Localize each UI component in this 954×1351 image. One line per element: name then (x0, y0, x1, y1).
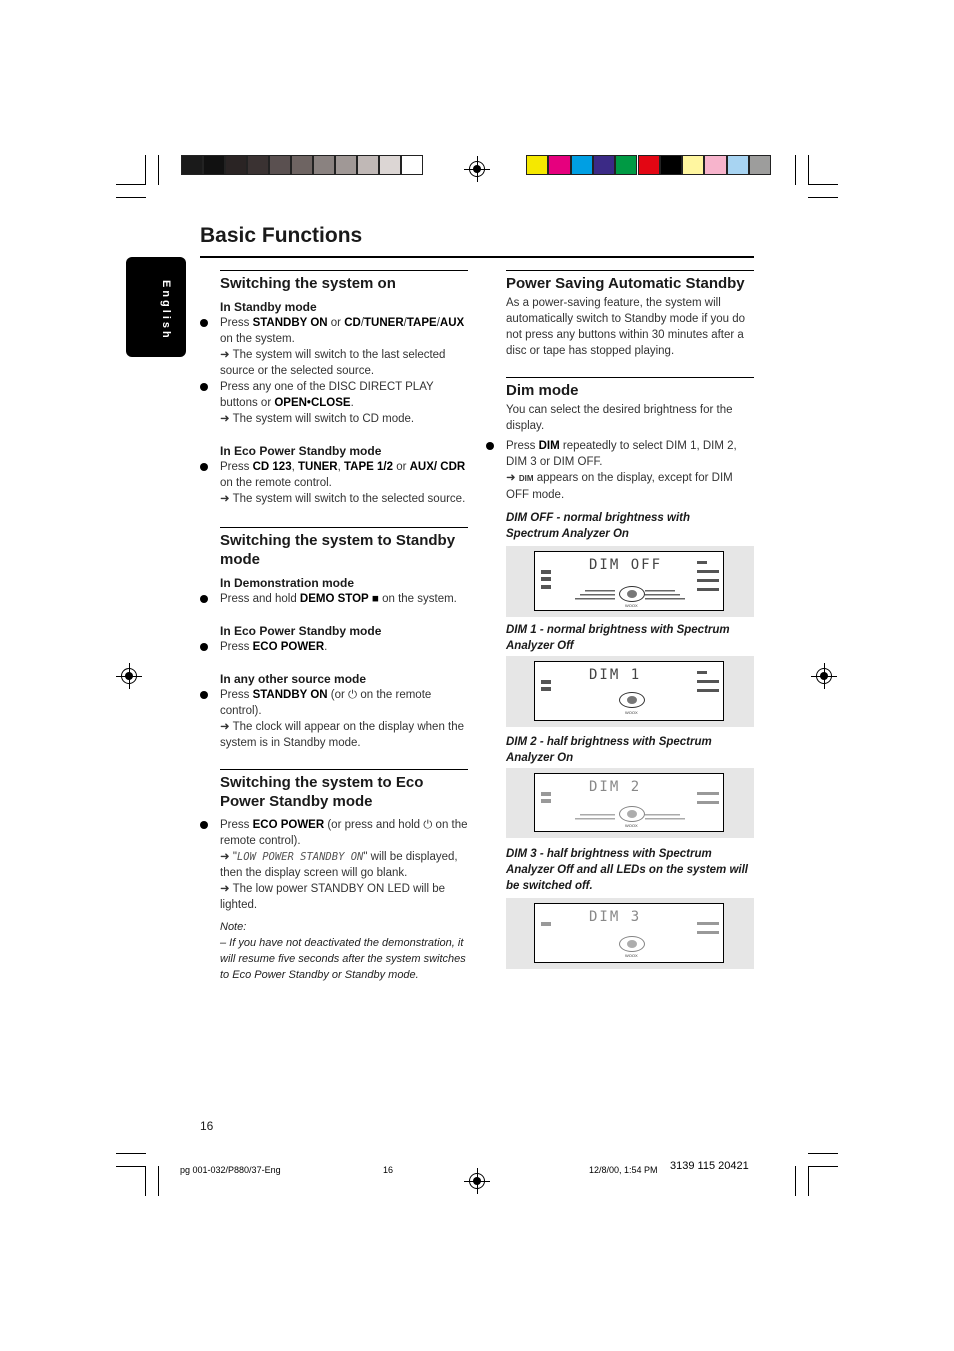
section-dim-mode (506, 377, 754, 503)
crop-mark (808, 1153, 838, 1154)
section-heading: Switching the system to Standby mode (220, 532, 456, 568)
page-title: Basic Functions (200, 224, 363, 247)
page-number: 16 (200, 1119, 214, 1133)
display-figure (506, 546, 754, 617)
power-icon: ⏻ (423, 819, 433, 831)
figure-caption: DIM 2 - half brightness with Spectrum Analyzer On (506, 736, 712, 764)
bullet-item: Press ECO POWER (or press and hold ⏻ on the remote control). (220, 819, 468, 847)
color-swatch (571, 155, 593, 175)
bullet-item: Press CD 123, TUNER, TAPE 1/2 or AUX/ CDR on the remote control. (220, 459, 468, 491)
display-figure (506, 768, 754, 838)
lcd-brand: WOOX (625, 603, 638, 608)
crop-mark (116, 197, 146, 198)
lcd-display (534, 551, 724, 611)
footer-page: 16 (383, 1165, 394, 1175)
body-text: You can select the desired brightness for the display. (506, 404, 733, 432)
lcd-text: DIM 1 (589, 667, 642, 683)
section-switching-standby (220, 527, 468, 751)
grey-swatch (203, 155, 225, 175)
lcd-brand: WOOX (625, 710, 638, 715)
footer-code: 3139 115 20421 (670, 1160, 749, 1172)
registration-mark-icon (811, 663, 837, 689)
bullet-item: Press DIM repeatedly to select DIM 1, DIM 2, DIM 3 or DIM OFF. (506, 438, 754, 470)
subheading: In Eco Power Standby mode (220, 444, 382, 458)
lcd-display (534, 661, 724, 721)
crop-mark (116, 184, 146, 185)
color-swatch (704, 155, 726, 175)
display-figure (506, 898, 754, 969)
grey-swatch (335, 155, 357, 175)
figure-caption: DIM 3 - half brightness with Spectrum Analyzer Off and all LEDs on the system will be switched off. (506, 848, 748, 892)
title-rule (200, 256, 754, 258)
bullet-item: Press ECO POWER. (220, 639, 468, 655)
woox-logo-icon (619, 586, 645, 602)
subheading: In Eco Power Standby mode (220, 624, 382, 638)
crop-mark (145, 1166, 146, 1196)
note-text: – If you have not deactivated the demonstration, it will resume five seconds after the system switches to Eco Power Standby or Standby mode. (220, 937, 466, 981)
subheading: In Demonstration mode (220, 576, 355, 590)
color-swatch (682, 155, 704, 175)
crop-mark (808, 1166, 838, 1167)
lcd-text: DIM 3 (589, 909, 642, 925)
bullet-item: Press any one of the DISC DIRECT PLAY buttons or OPEN•CLOSE. (220, 379, 468, 411)
crop-mark (808, 1166, 809, 1196)
color-swatch (593, 155, 615, 175)
crop-mark (795, 155, 796, 185)
result-text: ➜ The low power STANDBY ON LED will be lighted. (220, 883, 446, 911)
section-heading: Switching the system to Eco Power Standby mode (220, 774, 424, 810)
figure-caption: DIM OFF - normal brightness with Spectrum Analyzer On (506, 512, 690, 540)
woox-logo-icon (619, 692, 645, 708)
crop-mark (158, 1166, 159, 1196)
grey-swatch (225, 155, 247, 175)
bullet-item: Press and hold DEMO STOP ■ on the system. (220, 591, 468, 607)
lcd-brand: WOOX (625, 823, 638, 828)
grey-swatch (247, 155, 269, 175)
crop-mark (808, 197, 838, 198)
grey-swatch (357, 155, 379, 175)
footer-datetime: 12/8/00, 1:54 PM (589, 1165, 658, 1175)
grey-swatch (181, 155, 203, 175)
grey-swatch (313, 155, 335, 175)
grey-swatch (291, 155, 313, 175)
color-swatch (615, 155, 637, 175)
grey-swatch (269, 155, 291, 175)
left-column (220, 270, 468, 983)
result-text: ➜ The system will switch to the last selected source or the selected source. (220, 349, 446, 377)
woox-logo-icon (619, 936, 645, 952)
grey-swatch (401, 155, 423, 175)
right-column (506, 270, 754, 503)
color-swatch (727, 155, 749, 175)
body-text: As a power-saving feature, the system will automatically switch to Standby mode if you do not press any buttons within 30 minutes after a disc or tape has stopped playing. (506, 297, 746, 357)
subheading: In Standby mode (220, 300, 317, 314)
color-swatch (749, 155, 771, 175)
crop-mark (145, 155, 146, 185)
woox-logo-icon (619, 806, 645, 822)
crop-mark (808, 184, 838, 185)
crop-mark (116, 1166, 146, 1167)
registration-mark-icon (464, 156, 490, 182)
section-heading: Power Saving Automatic Standby (506, 275, 745, 292)
lcd-display (534, 903, 724, 963)
lcd-text: DIM OFF (589, 557, 663, 573)
lcd-display (534, 773, 724, 832)
display-figure (506, 656, 754, 727)
footer-file: pg 001-032/P880/37-Eng (180, 1165, 281, 1175)
color-swatch (638, 155, 660, 175)
figure-caption: DIM 1 - normal brightness with Spectrum Analyzer Off (506, 624, 730, 652)
section-switching-on (220, 270, 468, 507)
section-power-saving (506, 270, 754, 359)
language-tab (126, 257, 186, 357)
registration-mark-icon (464, 1168, 490, 1194)
section-heading: Switching the system on (220, 275, 396, 292)
result-text: ➜ DIM appears on the display, except for DIM OFF mode. (506, 472, 733, 501)
crop-mark (808, 155, 809, 185)
section-eco-standby (220, 769, 468, 983)
power-icon: ⏻ (348, 689, 358, 701)
section-heading: Dim mode (506, 382, 579, 399)
result-text: ➜ The clock will appear on the display when the system is in Standby mode. (220, 721, 465, 749)
color-swatch (526, 155, 548, 175)
stop-icon: ■ (371, 593, 379, 605)
crop-mark (158, 155, 159, 185)
crop-mark (795, 1166, 796, 1196)
lcd-brand: WOOX (625, 953, 638, 958)
note-label: Note: (220, 921, 247, 933)
result-text: ➜ "LOW POWER STANDBY ON" will be displayed, then the display screen will go blank. (220, 851, 458, 879)
bullet-item: Press STANDBY ON or CD/TUNER/TAPE/AUX on the system. (220, 315, 468, 347)
bullet-item: Press STANDBY ON (or ⏻ on the remote control). (220, 687, 468, 719)
crop-mark (116, 1153, 146, 1154)
color-swatch (548, 155, 570, 175)
grey-swatch (379, 155, 401, 175)
registration-mark-icon (116, 663, 142, 689)
result-text: ➜ The system will switch to the selected source. (220, 493, 466, 505)
language-tab-label: English (160, 280, 172, 341)
lcd-text: DIM 2 (589, 779, 642, 795)
result-text: ➜ The system will switch to CD mode. (220, 413, 415, 425)
subheading: In any other source mode (220, 672, 367, 686)
color-swatch (660, 155, 682, 175)
